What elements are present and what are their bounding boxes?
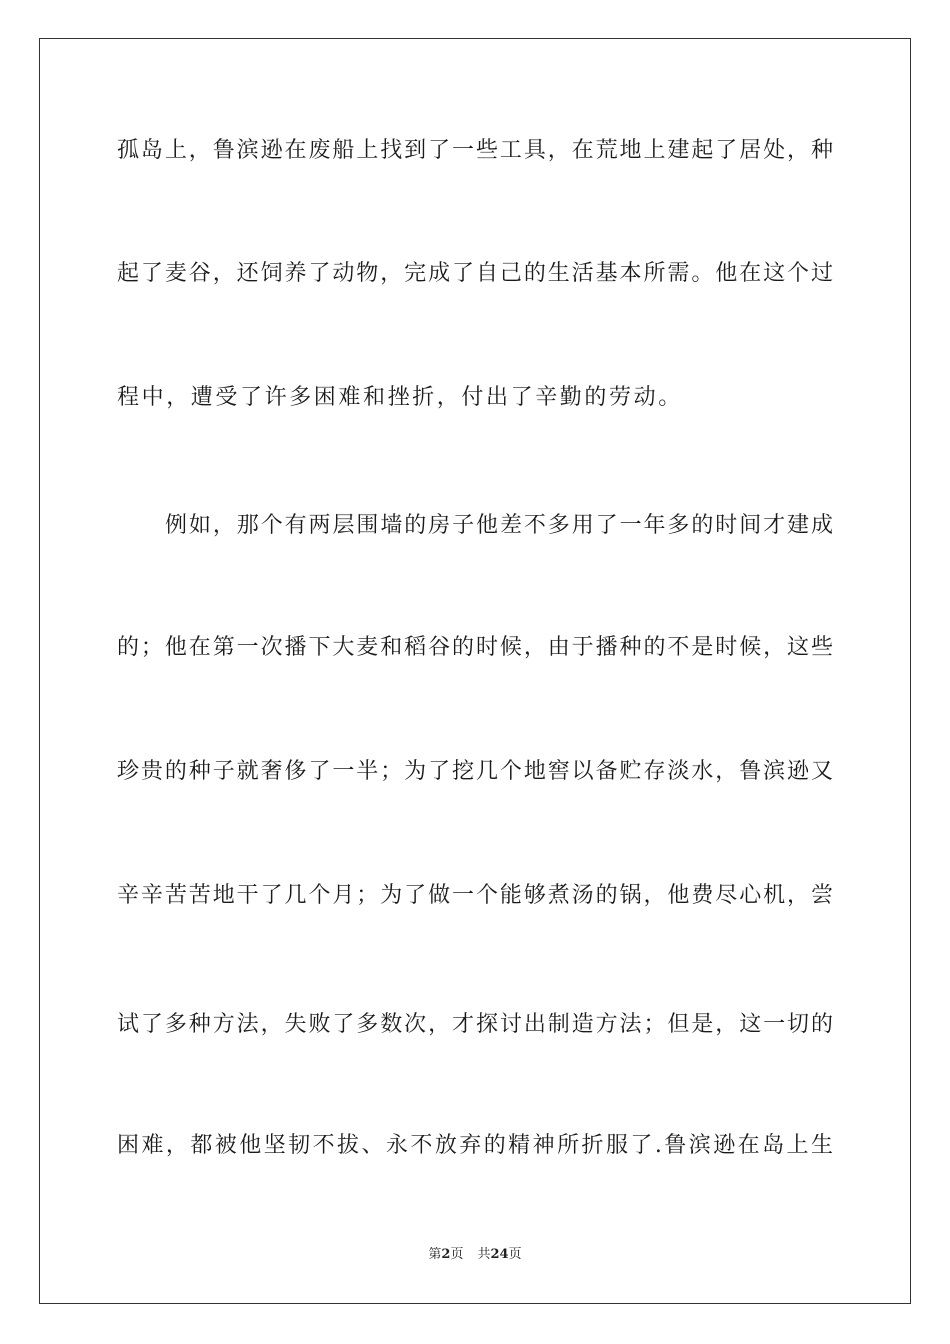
body-line-9: 困难，都被他坚韧不拔、永不放弃的精神所折服了.鲁滨逊在岛上生 bbox=[117, 1133, 833, 1158]
body-line-1: 孤岛上，鲁滨逊在废船上找到了一些工具，在荒地上建起了居处，种 bbox=[117, 138, 833, 163]
current-page-number: 2 bbox=[441, 1247, 451, 1262]
total-suffix: 页 bbox=[508, 1247, 522, 1262]
total-prefix: 共 bbox=[477, 1247, 491, 1262]
body-line-3: 程中，遭受了许多困难和挫折，付出了辛勤的劳动。 bbox=[117, 385, 683, 410]
page-suffix: 页 bbox=[450, 1247, 464, 1262]
page-border bbox=[39, 38, 911, 1304]
page-footer bbox=[0, 1246, 950, 1264]
body-line-5: 的；他在第一次播下大麦和稻谷的时候，由于播种的不是时候，这些 bbox=[117, 635, 833, 660]
page-prefix: 第 bbox=[428, 1247, 442, 1262]
total-page-count: 24 bbox=[490, 1247, 509, 1262]
body-line-8: 试了多种方法，失败了多数次，才探讨出制造方法；但是，这一切的 bbox=[117, 1012, 833, 1037]
body-line-6: 珍贵的种子就奢侈了一半；为了挖几个地窖以备贮存淡水，鲁滨逊又 bbox=[117, 759, 833, 784]
body-line-4-paragraph-start: 例如，那个有两层围墙的房子他差不多用了一年多的时间才建成 bbox=[165, 513, 833, 538]
body-line-2: 起了麦谷，还饲养了动物，完成了自己的生活基本所需。他在这个过 bbox=[117, 261, 833, 286]
body-line-7: 辛辛苦苦地干了几个月；为了做一个能够煮汤的锅，他费尽心机，尝 bbox=[117, 883, 833, 908]
